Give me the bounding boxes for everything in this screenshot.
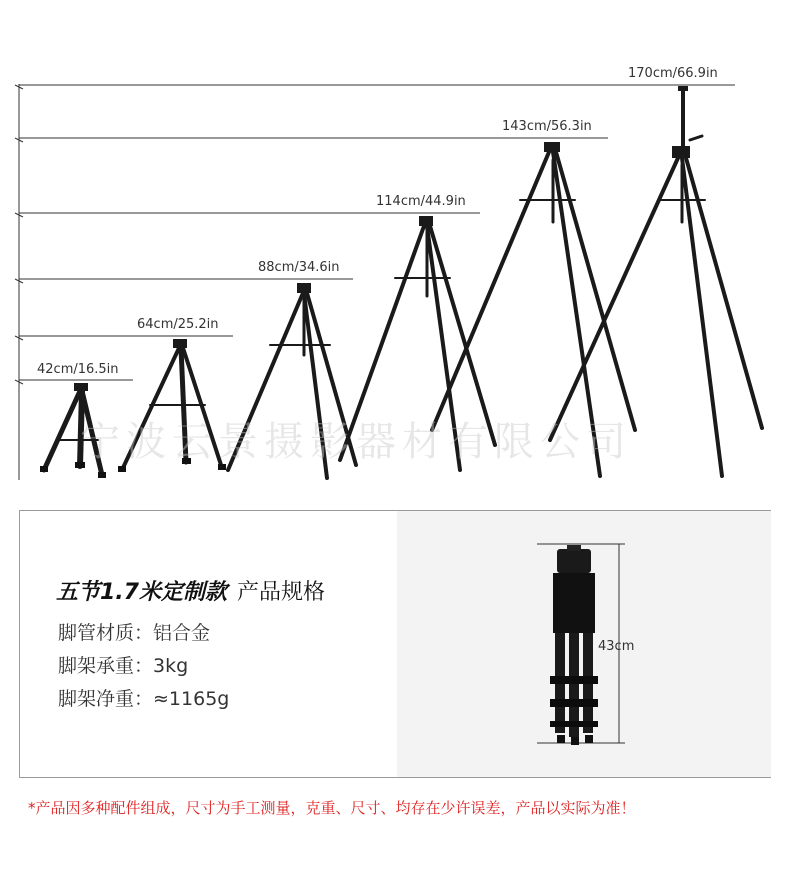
spec-value: 3kg xyxy=(153,655,189,677)
disclaimer-footnote: *产品因多种配件组成，尺寸为手工测量，克重、尺寸、均存在少许误差，产品以实际为准！ xyxy=(28,799,636,817)
spec-key: 脚架承重： xyxy=(58,655,154,677)
spec-row-material xyxy=(58,618,210,645)
spec-panel xyxy=(19,510,771,778)
spec-title-label: 产品规格 xyxy=(236,580,325,605)
spec-title-model: 五节1.7米定制款 xyxy=(56,580,227,605)
height-label-64: 64cm/25.2in xyxy=(137,317,219,332)
height-label-170: 170cm/66.9in xyxy=(628,66,718,81)
folded-length-label: 43cm xyxy=(598,639,635,654)
height-label-143: 143cm/56.3in xyxy=(502,119,592,134)
spec-row-load xyxy=(58,651,188,678)
height-label-42: 42cm/16.5in xyxy=(37,362,119,377)
height-label-88: 88cm/34.6in xyxy=(258,260,340,275)
height-label-114: 114cm/44.9in xyxy=(376,194,466,209)
spec-row-weight xyxy=(58,684,229,711)
spec-title xyxy=(56,575,325,606)
spec-value: ≈1165g xyxy=(153,688,230,710)
spec-key: 脚管材质： xyxy=(58,622,154,644)
folded-tripod-photo xyxy=(397,511,771,777)
watermark-text: 宁波云景摄影器材有限公司 xyxy=(80,419,632,465)
folded-tripod-illustration xyxy=(397,511,771,777)
spec-key: 脚架净重： xyxy=(58,688,154,710)
spec-value: 铝合金 xyxy=(153,622,211,644)
